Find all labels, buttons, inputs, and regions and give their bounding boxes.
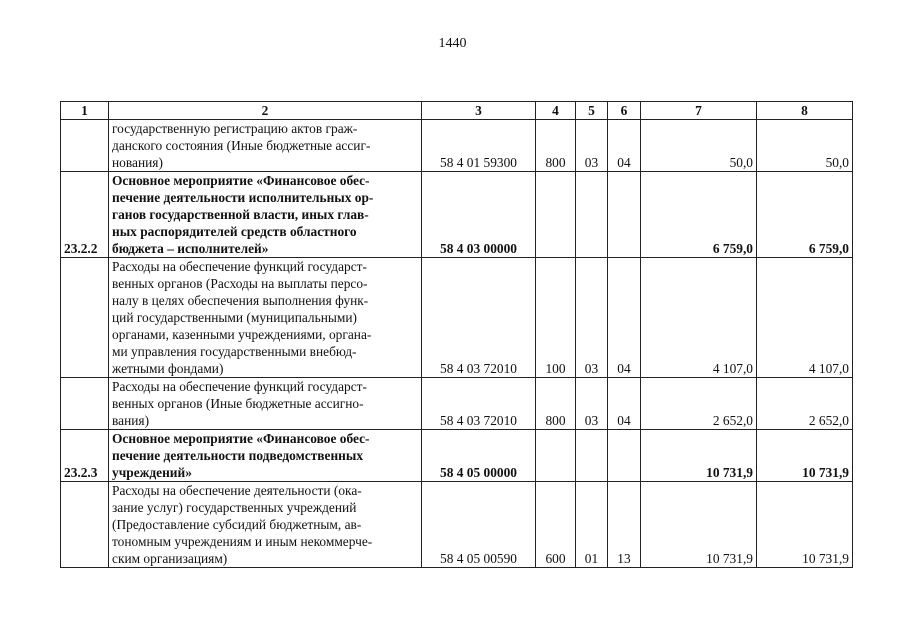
row-target-code: 58 4 03 72010 (422, 378, 536, 430)
row-amount-col8: 6 759,0 (757, 172, 853, 258)
budget-table (60, 101, 853, 568)
row-expense-type (536, 430, 576, 482)
col-header-7: 7 (641, 102, 757, 120)
row-subsection (608, 172, 641, 258)
row-target-code: 58 4 03 00000 (422, 172, 536, 258)
row-expense-type: 600 (536, 482, 576, 568)
row-description: Расходы на обеспечение функций государст- венных органов (Расходы на выплаты персо- налу в целях обеспечения выполнения функ- ций государственными (муниципальными) органами, казенными учреждениями, органа- ми управления государственными внебюд- жетными фондами) (109, 258, 422, 378)
row-target-code: 58 4 03 72010 (422, 258, 536, 378)
row-description: Расходы на обеспечение функций государст- венных органов (Иные бюджетные ассигно- вания) (109, 378, 422, 430)
row-amount-col7: 4 107,0 (641, 258, 757, 378)
col-header-2: 2 (109, 102, 422, 120)
row-index: 23.2.2 (61, 172, 109, 258)
row-section: 03 (576, 120, 608, 172)
row-index (61, 120, 109, 172)
row-amount-col8: 2 652,0 (757, 378, 853, 430)
row-section (576, 430, 608, 482)
row-amount-col8: 10 731,9 (757, 430, 853, 482)
row-index (61, 482, 109, 568)
row-subsection: 04 (608, 258, 641, 378)
table-row (61, 482, 853, 568)
table-row (61, 120, 853, 172)
row-description: Основное мероприятие «Финансовое обес- печение деятельности исполнительных ор- ганов государственной власти, иных глав- ных распорядителей средств областного бюджета – исполнителей» (109, 172, 422, 258)
row-index (61, 258, 109, 378)
header-row (61, 102, 853, 120)
row-amount-col7: 2 652,0 (641, 378, 757, 430)
col-header-3: 3 (422, 102, 536, 120)
row-amount-col7: 50,0 (641, 120, 757, 172)
row-subsection: 04 (608, 120, 641, 172)
row-description: государственную регистрацию актов граж- данского состояния (Иные бюджетные ассиг- нования) (109, 120, 422, 172)
row-index (61, 378, 109, 430)
table-header (61, 102, 853, 120)
row-expense-type (536, 172, 576, 258)
row-section: 03 (576, 258, 608, 378)
table-row (61, 172, 853, 258)
row-description: Расходы на обеспечение деятельности (ока- зание услуг) государственных учреждений (Предоставление субсидий бюджетным, ав- тономным учреждениям и иным некоммерче- ским организациям) (109, 482, 422, 568)
col-header-5: 5 (576, 102, 608, 120)
row-section: 01 (576, 482, 608, 568)
row-section: 03 (576, 378, 608, 430)
table-row (61, 378, 853, 430)
row-expense-type: 800 (536, 378, 576, 430)
row-amount-col7: 6 759,0 (641, 172, 757, 258)
row-amount-col7: 10 731,9 (641, 482, 757, 568)
page-number: 1440 (438, 36, 467, 51)
row-amount-col8: 50,0 (757, 120, 853, 172)
row-target-code: 58 4 05 00000 (422, 430, 536, 482)
row-subsection: 13 (608, 482, 641, 568)
row-target-code: 58 4 01 59300 (422, 120, 536, 172)
col-header-1: 1 (61, 102, 109, 120)
row-amount-col7: 10 731,9 (641, 430, 757, 482)
row-expense-type: 100 (536, 258, 576, 378)
row-target-code: 58 4 05 00590 (422, 482, 536, 568)
row-expense-type: 800 (536, 120, 576, 172)
row-subsection: 04 (608, 378, 641, 430)
col-header-4: 4 (536, 102, 576, 120)
row-subsection (608, 430, 641, 482)
row-description: Основное мероприятие «Финансовое обес- печение деятельности подведомственных учреждений» (109, 430, 422, 482)
col-header-6: 6 (608, 102, 641, 120)
row-index: 23.2.3 (61, 430, 109, 482)
row-section (576, 172, 608, 258)
table-row (61, 430, 853, 482)
table-row (61, 258, 853, 378)
col-header-8: 8 (757, 102, 853, 120)
row-amount-col8: 10 731,9 (757, 482, 853, 568)
row-amount-col8: 4 107,0 (757, 258, 853, 378)
